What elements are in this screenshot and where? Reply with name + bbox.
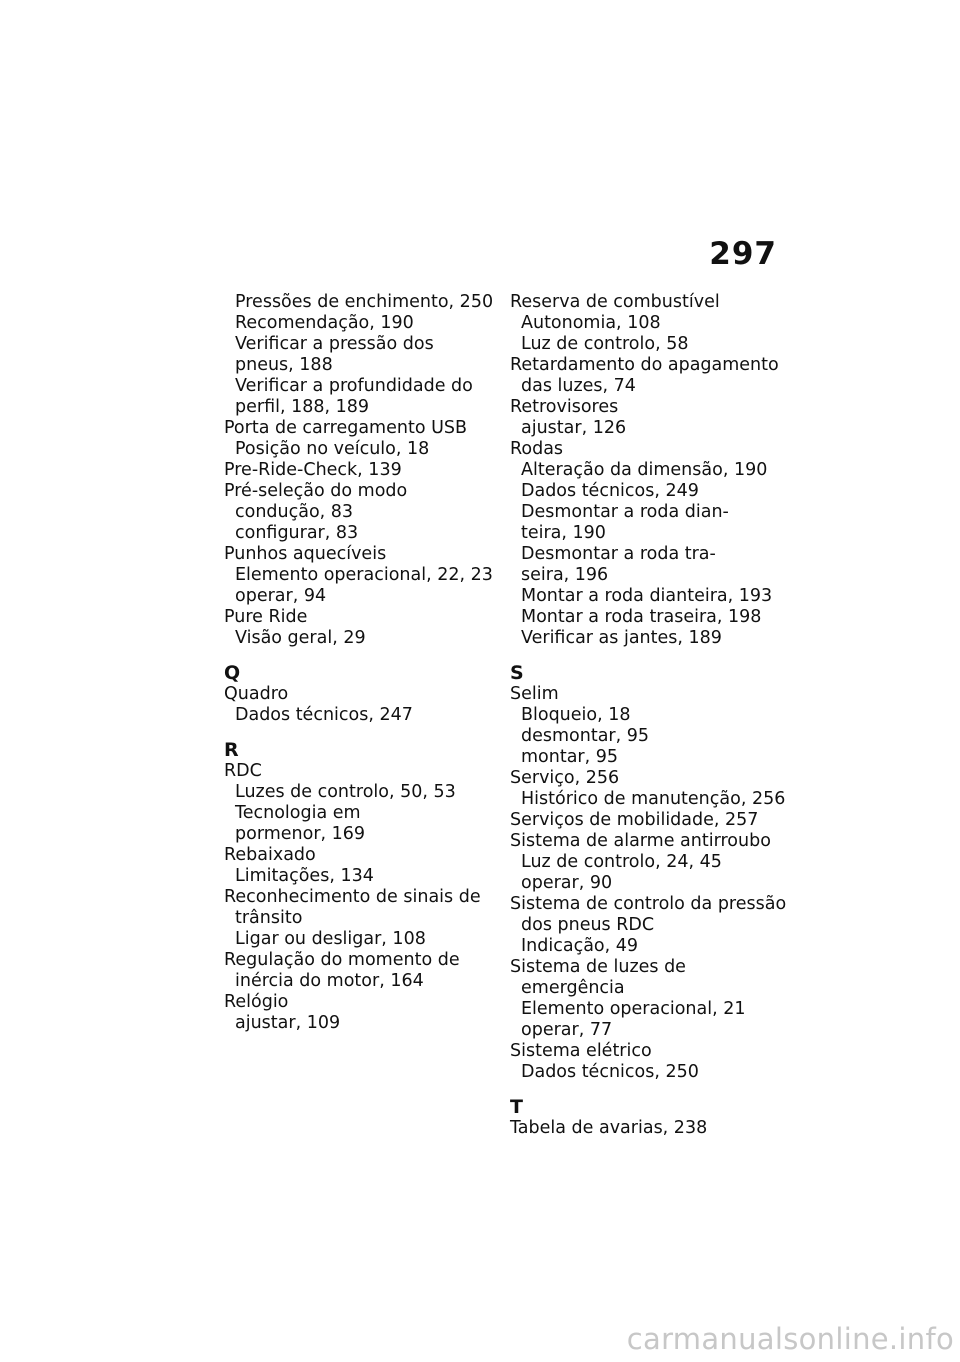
index-entry: Sistema de luzes de <box>510 957 686 977</box>
index-subentry: Montar a roda traseira, 198 <box>521 607 762 627</box>
index-subentry: Bloqueio, 18 <box>521 705 631 725</box>
index-subentry: ajustar, 126 <box>521 418 627 438</box>
index-subentry: Recomendação, 190 <box>235 313 414 333</box>
index-subentry: perfil, 188, 189 <box>235 397 370 417</box>
index-subentry: Visão geral, 29 <box>235 628 366 648</box>
index-subentry: seira, 196 <box>521 565 609 585</box>
index-subentry: Limitações, 134 <box>235 866 374 886</box>
index-entry: Serviços de mobilidade, 257 <box>510 810 759 830</box>
index-subentry: teira, 190 <box>521 523 606 543</box>
index-subentry: Verificar as jantes, 189 <box>521 628 722 648</box>
index-subentry: Verificar a profundidade do <box>235 376 473 396</box>
index-entry: Pure Ride <box>224 607 308 627</box>
index-entry: Reserva de combustível <box>510 292 720 312</box>
index-subentry: Verificar a pressão dos <box>235 334 434 354</box>
index-subentry: Autonomia, 108 <box>521 313 661 333</box>
index-entry: Quadro <box>224 684 289 704</box>
index-column-left <box>224 292 514 1034</box>
index-subentry: Dados técnicos, 247 <box>235 705 413 725</box>
index-subentry: emergência <box>521 978 625 998</box>
index-entry: Relógio <box>224 992 289 1012</box>
index-subentry: Dados técnicos, 249 <box>521 481 699 501</box>
index-entry: Rebaixado <box>224 845 316 865</box>
index-entry: Pre-Ride-Check, 139 <box>224 460 402 480</box>
index-subentry: inércia do motor, 164 <box>235 971 424 991</box>
index-column-right <box>510 292 800 1139</box>
index-subentry: Ligar ou desligar, 108 <box>235 929 426 949</box>
index-subentry: Posição no veículo, 18 <box>235 439 430 459</box>
index-entry: Sistema elétrico <box>510 1041 652 1061</box>
watermark: carmanualsonline.info <box>626 1322 954 1356</box>
index-subentry: Elemento operacional, 22, 23 <box>235 565 493 585</box>
index-subentry: montar, 95 <box>521 747 619 767</box>
index-entry: Sistema de alarme antirroubo <box>510 831 771 851</box>
index-entry: Tabela de avarias, 238 <box>510 1118 708 1138</box>
index-entry: Rodas <box>510 439 564 459</box>
index-subentry: Histórico de manutenção, 256 <box>521 789 786 809</box>
index-subentry: configurar, 83 <box>235 523 359 543</box>
index-subentry: condução, 83 <box>235 502 354 522</box>
index-letter-heading: S <box>510 662 524 684</box>
index-entry: Sistema de controlo da pressão <box>510 894 787 914</box>
index-subentry: das luzes, 74 <box>521 376 636 396</box>
index-subentry: trânsito <box>235 908 303 928</box>
index-subentry: ajustar, 109 <box>235 1013 341 1033</box>
index-entry: Selim <box>510 684 559 704</box>
index-subentry: dos pneus RDC <box>521 915 655 935</box>
index-subentry: Luz de controlo, 58 <box>521 334 689 354</box>
page-number: 297 <box>709 236 777 272</box>
index-subentry: Montar a roda dianteira, 193 <box>521 586 773 606</box>
index-subentry: pneus, 188 <box>235 355 333 375</box>
index-entry: Reconhecimento de sinais de <box>224 887 481 907</box>
index-letter-heading: R <box>224 739 239 761</box>
index-subentry: operar, 77 <box>521 1020 613 1040</box>
index-subentry: Luzes de controlo, 50, 53 <box>235 782 456 802</box>
index-subentry: operar, 90 <box>521 873 613 893</box>
index-subentry: Pressões de enchimento, 250 <box>235 292 494 312</box>
index-entry: Serviço, 256 <box>510 768 620 788</box>
index-entry: Retardamento do apagamento <box>510 355 779 375</box>
index-entry: Retrovisores <box>510 397 619 417</box>
index-letter-heading: Q <box>224 662 241 684</box>
index-subentry: Dados técnicos, 250 <box>521 1062 699 1082</box>
index-subentry: desmontar, 95 <box>521 726 650 746</box>
index-subentry: Desmontar a roda dian- <box>521 502 729 522</box>
index-subentry: operar, 94 <box>235 586 327 606</box>
index-entry: Pré-seleção do modo <box>224 481 408 501</box>
index-subentry: Luz de controlo, 24, 45 <box>521 852 722 872</box>
index-subentry: Tecnologia em <box>235 803 361 823</box>
index-subentry: Alteração da dimensão, 190 <box>521 460 768 480</box>
index-subentry: pormenor, 169 <box>235 824 366 844</box>
index-subentry: Desmontar a roda tra- <box>521 544 716 564</box>
index-subentry: Indicação, 49 <box>521 936 639 956</box>
index-entry: RDC <box>224 761 262 781</box>
index-entry: Punhos aquecíveis <box>224 544 387 564</box>
index-letter-heading: T <box>510 1096 523 1118</box>
index-entry: Regulação do momento de <box>224 950 460 970</box>
index-subentry: Elemento operacional, 21 <box>521 999 746 1019</box>
index-entry: Porta de carregamento USB <box>224 418 468 438</box>
